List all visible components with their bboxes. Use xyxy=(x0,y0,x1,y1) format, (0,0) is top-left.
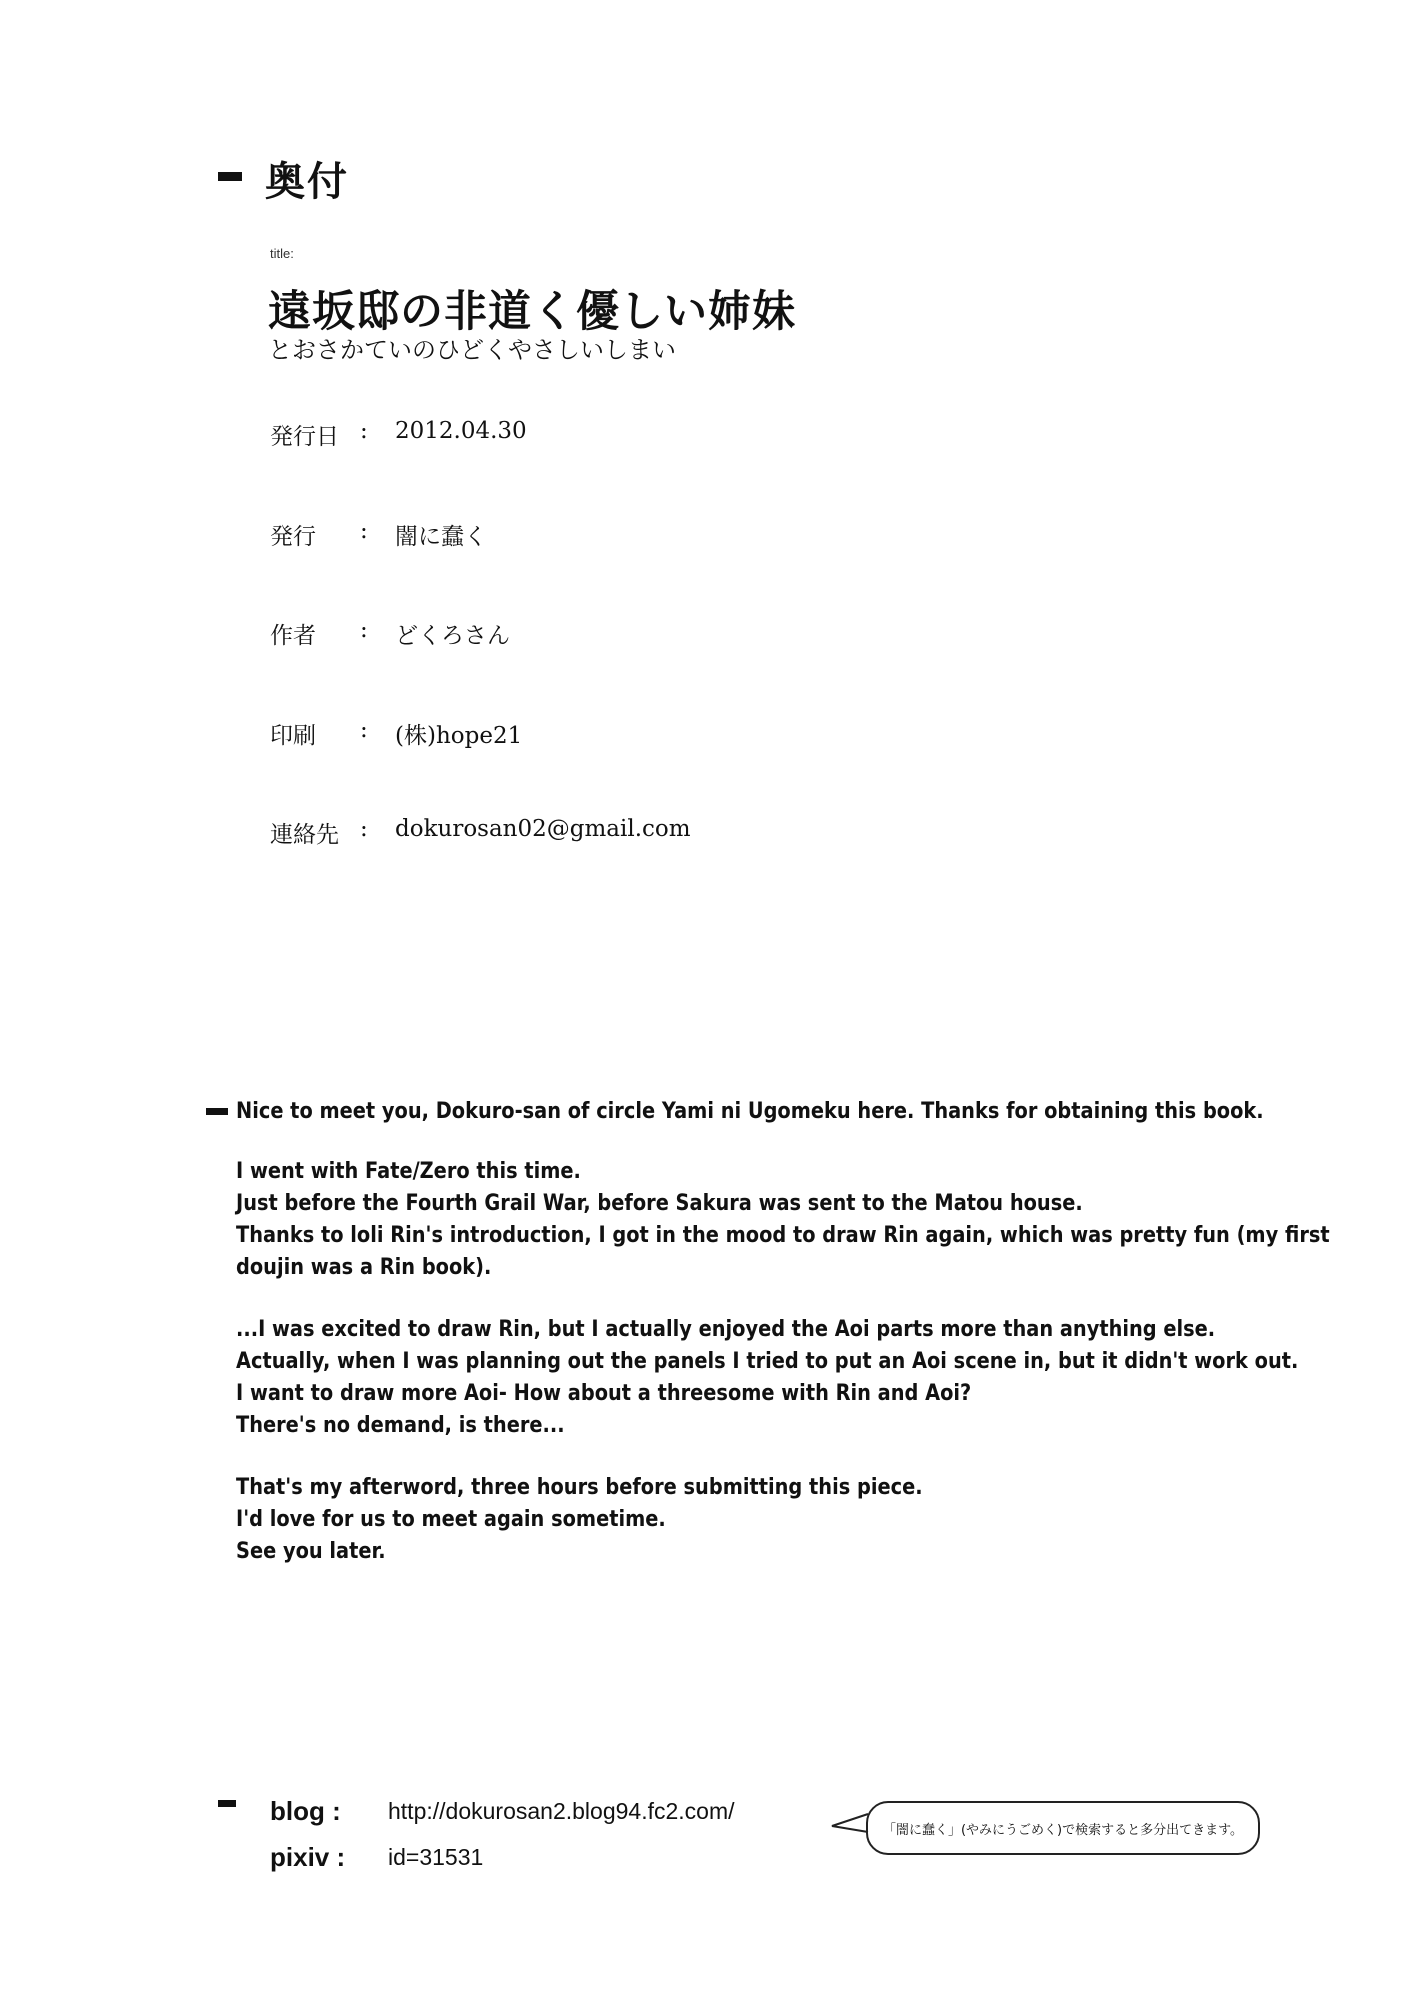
afterword-line: Thanks to loli Rin's introduction, I got in the mood to draw Rin again, which was pretty fun (my first xyxy=(236,1223,1330,1248)
afterword-line: I went with Fate/Zero this time. xyxy=(236,1159,581,1184)
section-dash-afterword xyxy=(206,1108,228,1115)
afterword-line: Just before the Fourth Grail War, before Sakura was sent to the Matou house. xyxy=(236,1191,1083,1216)
afterword-line: I'd love for us to meet again sometime. xyxy=(236,1507,666,1532)
info-colon: : xyxy=(360,518,368,544)
afterword-paragraph xyxy=(236,1156,1330,1284)
info-colon: : xyxy=(360,816,368,842)
section-dash-links xyxy=(218,1800,236,1807)
pixiv-label: pixiv : xyxy=(270,1842,346,1872)
info-label: 発行 xyxy=(270,524,316,550)
book-title-reading: とおさかていのひどくやさしいしまい xyxy=(268,336,676,364)
afterword-line: I want to draw more Aoi- How about a threesome with Rin and Aoi? xyxy=(236,1381,972,1406)
search-hint-bubble xyxy=(866,1801,1260,1855)
afterword-paragraph xyxy=(236,1314,1299,1442)
pixiv-id: id=31531 xyxy=(388,1844,484,1870)
blog-url-link[interactable]: http://dokurosan2.blog94.fc2.com/ xyxy=(388,1798,735,1824)
search-hint-text: 「闇に蠢く」(やみにうごめく)で検索すると多分出てきます。 xyxy=(882,1822,1244,1838)
info-colon: : xyxy=(360,617,368,643)
info-colon: : xyxy=(360,418,368,444)
afterword-line: See you later. xyxy=(236,1539,386,1564)
info-label: 発行日 xyxy=(270,424,339,450)
afterword-line: ...I was excited to draw Rin, but I actually enjoyed the Aoi parts more than anything else. xyxy=(236,1317,1216,1342)
afterword-line: That's my afterword, three hours before submitting this piece. xyxy=(236,1475,923,1500)
colophon-heading: 奥付 xyxy=(265,158,349,205)
info-value: 闇に蠢く xyxy=(395,524,487,550)
afterword-text xyxy=(236,1096,1330,1598)
afterword-line: Actually, when I was planning out the panels I tried to put an Aoi scene in, but it didn't work out. xyxy=(236,1349,1299,1374)
info-value: 2012.04.30 xyxy=(395,418,527,444)
info-label: 連絡先 xyxy=(270,822,339,848)
afterword-intro: Nice to meet you, Dokuro-san of circle Yami ni Ugomeku here. Thanks for obtaining this book. xyxy=(236,1099,1264,1124)
afterword-line: doujin was a Rin book). xyxy=(236,1255,492,1280)
info-label: 作者 xyxy=(270,623,316,649)
title-small-label: title: xyxy=(270,246,294,261)
afterword-paragraph xyxy=(236,1472,1186,1568)
info-value: (株)hope21 xyxy=(395,723,523,749)
blog-label: blog : xyxy=(270,1796,341,1826)
section-dash-colophon xyxy=(218,172,242,181)
book-title: 遠坂邸の非道く優しい姉妹 xyxy=(268,287,796,337)
afterword-line: There's no demand, is there... xyxy=(236,1413,565,1438)
info-colon: : xyxy=(360,717,368,743)
speech-bubble-tail-icon xyxy=(830,1806,870,1846)
info-value: どくろさん xyxy=(395,623,510,649)
info-label: 印刷 xyxy=(270,723,316,749)
contact-email: dokurosan02@gmail.com xyxy=(395,816,691,842)
